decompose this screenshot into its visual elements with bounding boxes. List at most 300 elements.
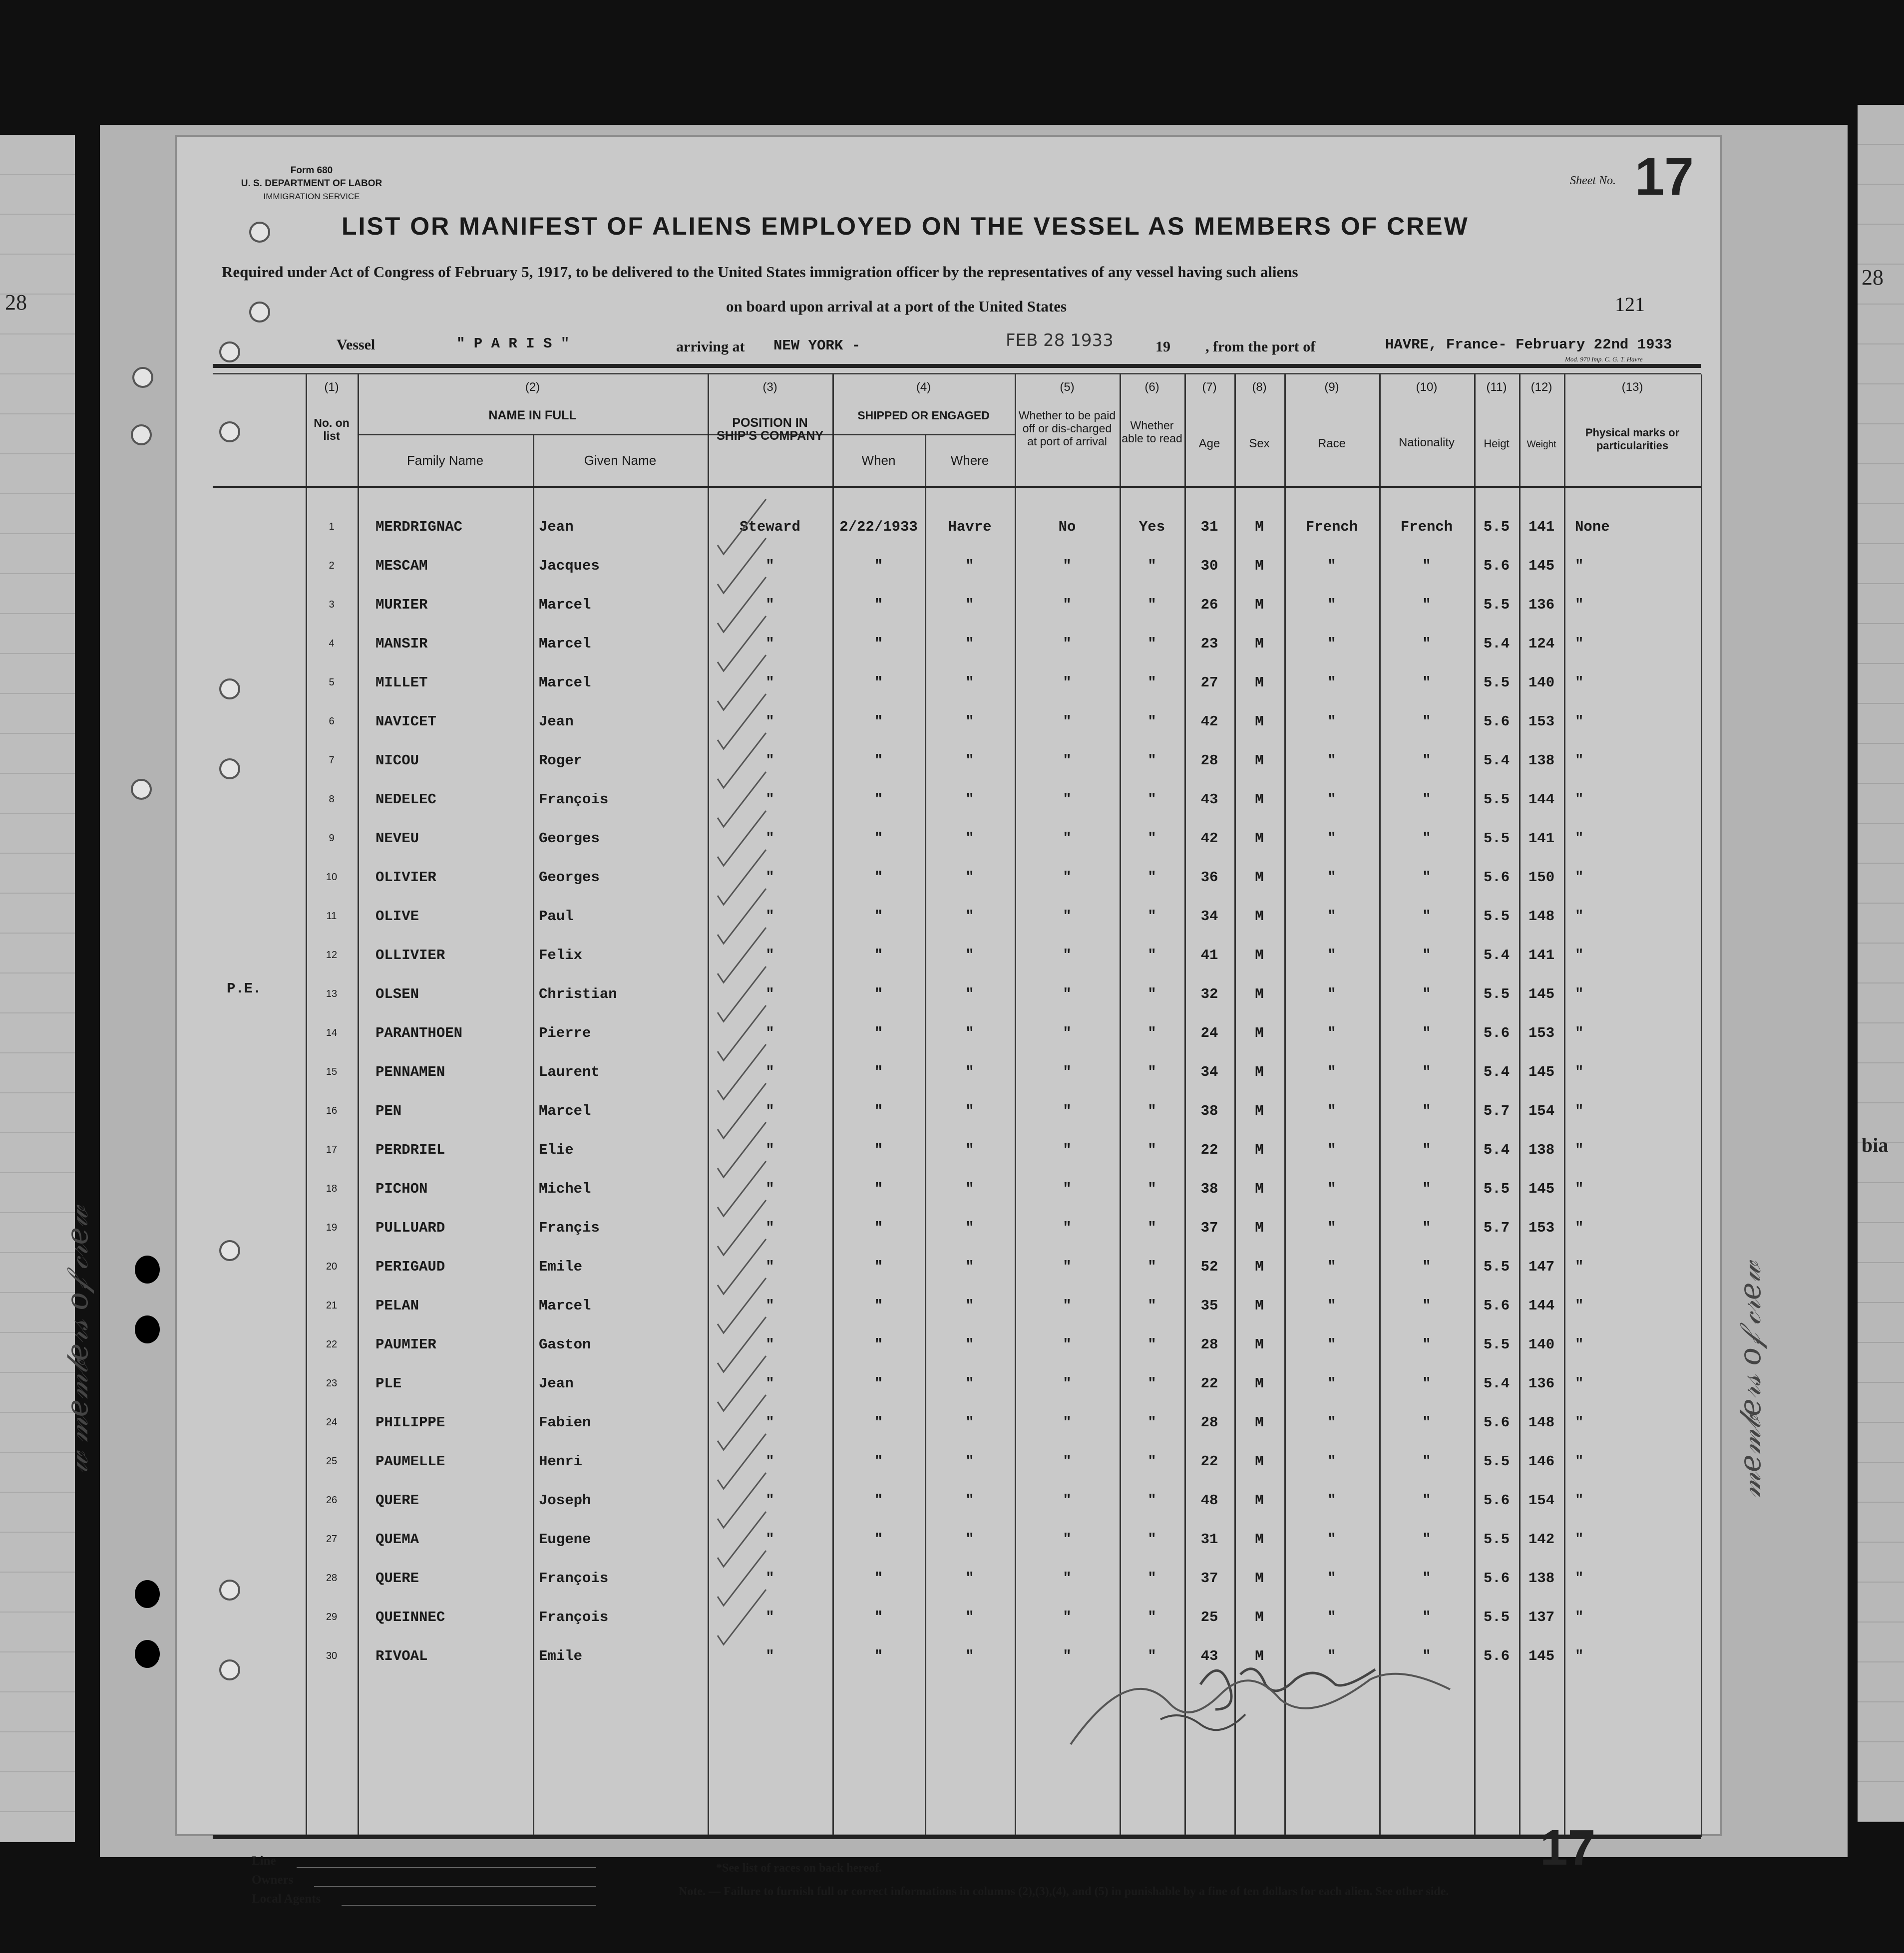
department-name: U. S. DEPARTMENT OF LABOR [241, 178, 382, 189]
shipped-when-cell: " [874, 1531, 883, 1548]
binder-hole [219, 678, 240, 699]
weight-cell: 137 [1528, 1609, 1555, 1626]
height-cell: 5.5 [1483, 1531, 1510, 1548]
header-bottom-rule [213, 486, 1701, 488]
shipped-header-rule [832, 434, 1015, 435]
age-cell: 43 [1200, 791, 1218, 808]
family-name-cell: PARANTHOEN [376, 1025, 463, 1041]
sex-cell: M [1255, 947, 1264, 964]
able-to-read-cell: " [1147, 1531, 1156, 1548]
row-number: 16 [326, 1105, 338, 1116]
physical-marks-cell: " [1575, 1336, 1584, 1353]
row-number: 14 [326, 1027, 338, 1038]
punch-hole [135, 1640, 160, 1668]
shipped-where-cell: " [965, 597, 974, 613]
row-number: 21 [326, 1300, 338, 1311]
nationality-cell: " [1422, 1648, 1431, 1664]
check-mark [718, 889, 766, 944]
check-mark [718, 1239, 766, 1294]
position-cell: " [765, 1375, 774, 1392]
paid-off-cell: " [1063, 674, 1072, 691]
physical-marks-cell: " [1575, 986, 1584, 1002]
inspector-signature [1051, 1644, 1500, 1769]
position-cell: " [765, 752, 774, 769]
given-name-cell: Michel [539, 1181, 591, 1197]
check-mark [718, 577, 766, 632]
position-cell: " [765, 1259, 774, 1275]
age-cell: 25 [1200, 1609, 1218, 1626]
nationality-cell: " [1422, 558, 1431, 574]
physical-marks-cell: " [1575, 1531, 1584, 1548]
sex-cell: M [1255, 1453, 1264, 1470]
left-edge-number: 28 [5, 290, 27, 315]
paid-off-cell: No [1058, 519, 1076, 535]
check-mark [718, 1122, 766, 1177]
weight-cell: 136 [1528, 1375, 1555, 1392]
height-cell: 5.5 [1483, 1453, 1510, 1470]
nationality-cell: " [1422, 1375, 1431, 1392]
able-to-read-cell: " [1147, 908, 1156, 925]
physical-marks-cell: " [1575, 1375, 1584, 1392]
race-cell: " [1327, 636, 1336, 652]
check-mark [718, 616, 766, 671]
race-cell: " [1327, 1336, 1336, 1353]
column-number: (13) [1621, 380, 1643, 394]
shipped-where-cell: " [965, 1414, 974, 1431]
shipped-when-cell: " [874, 674, 883, 691]
sex-cell: M [1255, 1492, 1264, 1509]
binder-hole [219, 1580, 240, 1601]
age-cell: 42 [1200, 830, 1218, 847]
race-cell: " [1327, 1492, 1336, 1509]
arriving-port: NEW YORK - [773, 337, 861, 354]
paid-off-cell: " [1063, 791, 1072, 808]
age-cell: 34 [1200, 1064, 1218, 1080]
shipped-when-cell: " [874, 791, 883, 808]
nationality-cell: " [1422, 986, 1431, 1002]
given-name-cell: Elie [539, 1142, 574, 1158]
age-cell: 24 [1200, 1025, 1218, 1041]
able-to-read-cell: Yes [1139, 519, 1165, 535]
age-cell: 22 [1200, 1142, 1218, 1158]
nationality-cell: " [1422, 869, 1431, 886]
able-to-read-cell: " [1147, 1570, 1156, 1587]
sex-cell: M [1255, 869, 1264, 886]
position-cell: " [765, 1570, 774, 1587]
physical-marks-cell: " [1575, 1181, 1584, 1197]
age-cell: 37 [1200, 1220, 1218, 1236]
nationality-cell: French [1400, 519, 1453, 535]
paid-off-cell: " [1063, 1064, 1072, 1080]
sex-cell: M [1255, 908, 1264, 925]
check-mark [718, 1044, 766, 1099]
position-cell: " [765, 1648, 774, 1664]
sex-cell: M [1255, 1414, 1264, 1431]
races-note: *See list of races on back hereof. [716, 1862, 882, 1875]
column-number: (1) [324, 380, 339, 394]
race-cell: " [1327, 1531, 1336, 1548]
header-paid-off: Whether to be paid off or dis-charged at port of arrival [1018, 409, 1116, 448]
check-mark [718, 1551, 766, 1606]
check-mark [718, 1434, 766, 1489]
shipped-where-cell: " [965, 1570, 974, 1587]
age-cell: 31 [1200, 519, 1218, 535]
able-to-read-cell: " [1147, 713, 1156, 730]
shipped-where-cell: " [965, 1181, 974, 1197]
height-cell: 5.5 [1483, 1609, 1510, 1626]
given-name-cell: Henri [539, 1453, 583, 1470]
paid-off-cell: " [1063, 752, 1072, 769]
age-cell: 38 [1200, 1103, 1218, 1119]
family-name-cell: NICOU [376, 752, 419, 769]
race-cell: " [1327, 869, 1336, 886]
race-cell: " [1327, 1570, 1336, 1587]
sex-cell: M [1255, 1181, 1264, 1197]
paid-off-cell: " [1063, 1414, 1072, 1431]
shipped-when-cell: " [874, 1181, 883, 1197]
able-to-read-cell: " [1147, 869, 1156, 886]
sex-cell: M [1255, 674, 1264, 691]
able-to-read-cell: " [1147, 1648, 1156, 1664]
family-name-cell: OLIVIER [376, 869, 436, 886]
physical-marks-cell: " [1575, 1492, 1584, 1509]
position-cell: " [765, 947, 774, 964]
shipped-when-cell: " [874, 1220, 883, 1236]
able-to-read-cell: " [1147, 947, 1156, 964]
shipped-when-cell: " [874, 558, 883, 574]
able-to-read-cell: " [1147, 1259, 1156, 1275]
vessel-label: Vessel [337, 336, 376, 353]
row-number: 12 [326, 950, 338, 961]
paid-off-cell: " [1063, 869, 1072, 886]
physical-marks-cell: " [1575, 1570, 1584, 1587]
nationality-cell: " [1422, 1414, 1431, 1431]
family-name-cell: PERIGAUD [376, 1259, 445, 1275]
paid-off-cell: " [1063, 1142, 1072, 1158]
top-rule-thin [213, 373, 1701, 374]
height-cell: 5.5 [1483, 674, 1510, 691]
paid-off-cell: " [1063, 597, 1072, 613]
row-number: 4 [329, 638, 335, 649]
physical-marks-cell: " [1575, 1103, 1584, 1119]
check-mark [718, 1317, 766, 1372]
binder-hole [131, 424, 152, 445]
physical-marks-cell: " [1575, 636, 1584, 652]
family-name-cell: PICHON [376, 1181, 428, 1197]
column-number: (5) [1060, 380, 1075, 394]
physical-marks-cell: " [1575, 908, 1584, 925]
right-adjacent-sheet [1858, 105, 1904, 1822]
weight-cell: 153 [1528, 713, 1555, 730]
age-cell: 41 [1200, 947, 1218, 964]
shipped-where-cell: " [965, 1492, 974, 1509]
nationality-cell: " [1422, 1336, 1431, 1353]
binder-hole [219, 421, 240, 442]
binder-hole [219, 758, 240, 779]
paid-off-cell: " [1063, 986, 1072, 1002]
paid-off-cell: " [1063, 1570, 1072, 1587]
row-number: 28 [326, 1573, 338, 1584]
penalty-note: Note. — Failure to furnish full or correct informations in columns (2),(3),(4), and (5) in punishable by a fine of ten dollars for each alien. See other side. [679, 1885, 1449, 1898]
row-number: 3 [329, 599, 335, 610]
physical-marks-cell: " [1575, 1648, 1584, 1664]
height-cell: 5.7 [1483, 1220, 1510, 1236]
position-cell: " [765, 1220, 774, 1236]
weight-cell: 144 [1528, 1298, 1555, 1314]
height-cell: 5.5 [1483, 830, 1510, 847]
given-name-cell: Marcel [539, 597, 591, 613]
given-name-cell: Georges [539, 869, 600, 886]
physical-marks-cell: " [1575, 791, 1584, 808]
able-to-read-cell: " [1147, 1220, 1156, 1236]
race-cell: " [1327, 947, 1336, 964]
shipped-where-cell: " [965, 908, 974, 925]
footer-local-agents-label: Local Agents [252, 1892, 321, 1906]
nationality-cell: " [1422, 1298, 1431, 1314]
row-number: 1 [329, 521, 335, 532]
shipped-where-cell: " [965, 1298, 974, 1314]
form-identifier [232, 164, 391, 203]
margin-note: P.E. [227, 980, 262, 997]
footer-rule [213, 1835, 1701, 1839]
position-cell: " [765, 908, 774, 925]
shipped-where-cell: " [965, 636, 974, 652]
sex-cell: M [1255, 1375, 1264, 1392]
handwritten-margin-note: 𝓂𝑒𝓂𝒷𝑒𝓇𝓈 𝑜𝒻 𝒸𝓇𝑒𝓌 [1733, 1262, 1768, 1498]
weight-cell: 141 [1528, 830, 1555, 847]
weight-cell: 147 [1528, 1259, 1555, 1275]
binder-hole [219, 1659, 240, 1680]
race-cell: " [1327, 674, 1336, 691]
nationality-cell: " [1422, 947, 1431, 964]
given-name-cell: Marcel [539, 1298, 591, 1314]
race-cell: " [1327, 1414, 1336, 1431]
sex-cell: M [1255, 636, 1264, 652]
race-cell: " [1327, 908, 1336, 925]
shipped-when-cell: " [874, 1103, 883, 1119]
nationality-cell: " [1422, 1453, 1431, 1470]
given-name-cell: Felix [539, 947, 583, 964]
nationality-cell: " [1422, 908, 1431, 925]
able-to-read-cell: " [1147, 1336, 1156, 1353]
race-cell: " [1327, 986, 1336, 1002]
departure-port-date: HAVRE, France- February 22nd 1933 [1385, 336, 1672, 353]
sex-cell: M [1255, 597, 1264, 613]
given-name-cell: Georges [539, 830, 600, 847]
shipped-where-cell: " [965, 1648, 974, 1664]
given-name-cell: François [539, 1609, 609, 1626]
shipped-when-cell: " [874, 1414, 883, 1431]
able-to-read-cell: " [1147, 1414, 1156, 1431]
weight-cell: 145 [1528, 1648, 1555, 1664]
header-height: Heigt [1484, 437, 1510, 450]
height-cell: 5.5 [1483, 908, 1510, 925]
manifest-subtitle-1: Required under Act of Congress of February 5, 1917, to be delivered to the United States immigration officer by the representatives of any vessel having such aliens [222, 263, 1298, 281]
physical-marks-cell: " [1575, 830, 1584, 847]
height-cell: 5.6 [1483, 1298, 1510, 1314]
sex-cell: M [1255, 1064, 1264, 1080]
shipped-where-cell: " [965, 674, 974, 691]
shipped-where-cell: " [965, 1025, 974, 1041]
position-cell: " [765, 636, 774, 652]
age-cell: 42 [1200, 713, 1218, 730]
column-separator [1564, 374, 1565, 1837]
check-mark [718, 1278, 766, 1333]
family-name-cell: PENNAMEN [376, 1064, 445, 1080]
able-to-read-cell: " [1147, 752, 1156, 769]
family-name-cell: PAUMIER [376, 1336, 436, 1353]
age-cell: 48 [1200, 1492, 1218, 1509]
race-cell: " [1327, 1259, 1336, 1275]
shipped-when-cell: " [874, 947, 883, 964]
able-to-read-cell: " [1147, 1103, 1156, 1119]
given-name-cell: Gaston [539, 1336, 591, 1353]
column-number: (9) [1324, 380, 1339, 394]
paid-off-cell: " [1063, 1220, 1072, 1236]
sheet-number: 17 [1635, 147, 1694, 206]
shipped-where-cell: " [965, 986, 974, 1002]
footer-owners-label: Owners [252, 1873, 294, 1887]
column-number: (11) [1486, 380, 1507, 394]
shipped-where-cell: " [965, 752, 974, 769]
header-when: When [861, 453, 896, 468]
shipped-when-cell: " [874, 1025, 883, 1041]
family-name-cell: QUERE [376, 1492, 419, 1509]
family-name-cell: OLIVE [376, 908, 419, 925]
age-cell: 30 [1200, 558, 1218, 574]
given-name-cell: Marcel [539, 674, 591, 691]
sheet-label: Sheet No. [1570, 174, 1616, 187]
family-name-cell: MESCAM [376, 558, 428, 574]
manifest-sheet [175, 135, 1722, 1906]
race-cell: " [1327, 597, 1336, 613]
height-cell: 5.5 [1483, 519, 1510, 535]
paid-off-cell: " [1063, 636, 1072, 652]
weight-cell: 153 [1528, 1025, 1555, 1041]
able-to-read-cell: " [1147, 1453, 1156, 1470]
family-name-cell: MURIER [376, 597, 428, 613]
weight-cell: 150 [1528, 869, 1555, 886]
race-cell: " [1327, 1181, 1336, 1197]
physical-marks-cell: " [1575, 1220, 1584, 1236]
row-number: 23 [326, 1378, 338, 1389]
nationality-cell: " [1422, 674, 1431, 691]
sex-cell: M [1255, 1220, 1264, 1236]
family-name-cell: QUEMA [376, 1531, 419, 1548]
shipped-when-cell: " [874, 1453, 883, 1470]
row-number: 9 [329, 833, 335, 844]
race-cell: " [1327, 1375, 1336, 1392]
given-name-cell: François [539, 1570, 609, 1587]
printer-mod-note: Mod. 970 Imp. C. G. T. Havre [1565, 355, 1643, 363]
able-to-read-cell: " [1147, 791, 1156, 808]
family-name-cell: OLLIVIER [376, 947, 445, 964]
weight-cell: 148 [1528, 1414, 1555, 1431]
row-number: 24 [326, 1417, 338, 1428]
shipped-when-cell: " [874, 1648, 883, 1664]
nationality-cell: " [1422, 1609, 1431, 1626]
given-name-cell: Françis [539, 1220, 600, 1236]
race-cell: " [1327, 1453, 1336, 1470]
check-mark [718, 1590, 766, 1644]
arriving-label: arriving at [676, 338, 745, 355]
given-name-cell: François [539, 791, 609, 808]
header-weight: Weight [1526, 439, 1556, 450]
paid-off-cell: " [1063, 1103, 1072, 1119]
shipped-where-cell: " [965, 830, 974, 847]
shipped-where-cell: " [965, 869, 974, 886]
footer-sheet-stamp: 17 [1540, 1820, 1596, 1876]
height-cell: 5.4 [1483, 752, 1510, 769]
shipped-where-cell: " [965, 1609, 974, 1626]
paid-off-cell: " [1063, 1298, 1072, 1314]
column-number: (12) [1530, 380, 1552, 394]
height-cell: 5.5 [1483, 1259, 1510, 1275]
paid-off-cell: " [1063, 1453, 1072, 1470]
right-edge-number: 28 [1862, 265, 1884, 290]
shipped-where-cell: " [965, 1220, 974, 1236]
age-cell: 28 [1200, 1336, 1218, 1353]
paid-off-cell: " [1063, 1375, 1072, 1392]
paid-off-cell: " [1063, 1492, 1072, 1509]
sex-cell: M [1255, 1298, 1264, 1314]
nationality-cell: " [1422, 1181, 1431, 1197]
position-cell: " [765, 1492, 774, 1509]
sex-cell: M [1255, 1025, 1264, 1041]
able-to-read-cell: " [1147, 1142, 1156, 1158]
header-sex: Sex [1249, 437, 1270, 450]
manifest-title: LIST OR MANIFEST OF ALIENS EMPLOYED ON THE VESSEL AS MEMBERS OF CREW [342, 212, 1469, 240]
age-cell: 28 [1200, 1414, 1218, 1431]
column-number: (3) [762, 380, 777, 394]
vessel-name: " P A R I S " [456, 335, 570, 352]
weight-cell: 144 [1528, 791, 1555, 808]
weight-cell: 138 [1528, 1570, 1555, 1587]
age-cell: 22 [1200, 1375, 1218, 1392]
given-name-cell: Jean [539, 713, 574, 730]
paid-off-cell: " [1063, 908, 1072, 925]
age-cell: 37 [1200, 1570, 1218, 1587]
nationality-cell: " [1422, 1220, 1431, 1236]
shipped-where-cell: " [965, 1259, 974, 1275]
shipped-where-cell: " [965, 791, 974, 808]
check-mark [718, 694, 766, 749]
age-cell: 27 [1200, 674, 1218, 691]
nationality-cell: " [1422, 597, 1431, 613]
shipped-where-cell: " [965, 947, 974, 964]
service-name: IMMIGRATION SERVICE [263, 192, 360, 201]
list-number: 121 [1615, 293, 1645, 316]
race-cell: " [1327, 1220, 1336, 1236]
height-cell: 5.4 [1483, 947, 1510, 964]
row-number: 11 [326, 911, 337, 922]
check-mark [718, 1200, 766, 1255]
race-cell: French [1305, 519, 1358, 535]
nationality-cell: " [1422, 636, 1431, 652]
column-number: (8) [1252, 380, 1267, 394]
given-name-cell: Jean [539, 519, 574, 535]
family-name-cell: MERDRIGNAC [376, 519, 463, 535]
column-number: (10) [1416, 380, 1438, 394]
able-to-read-cell: " [1147, 1181, 1156, 1197]
shipped-when-cell: " [874, 636, 883, 652]
header-physical-marks: Physical marks or particularities [1585, 426, 1680, 452]
row-number: 27 [326, 1534, 338, 1545]
row-number: 10 [326, 872, 338, 883]
weight-cell: 145 [1528, 1181, 1555, 1197]
position-cell: " [765, 1181, 774, 1197]
height-cell: 5.6 [1483, 1025, 1510, 1041]
